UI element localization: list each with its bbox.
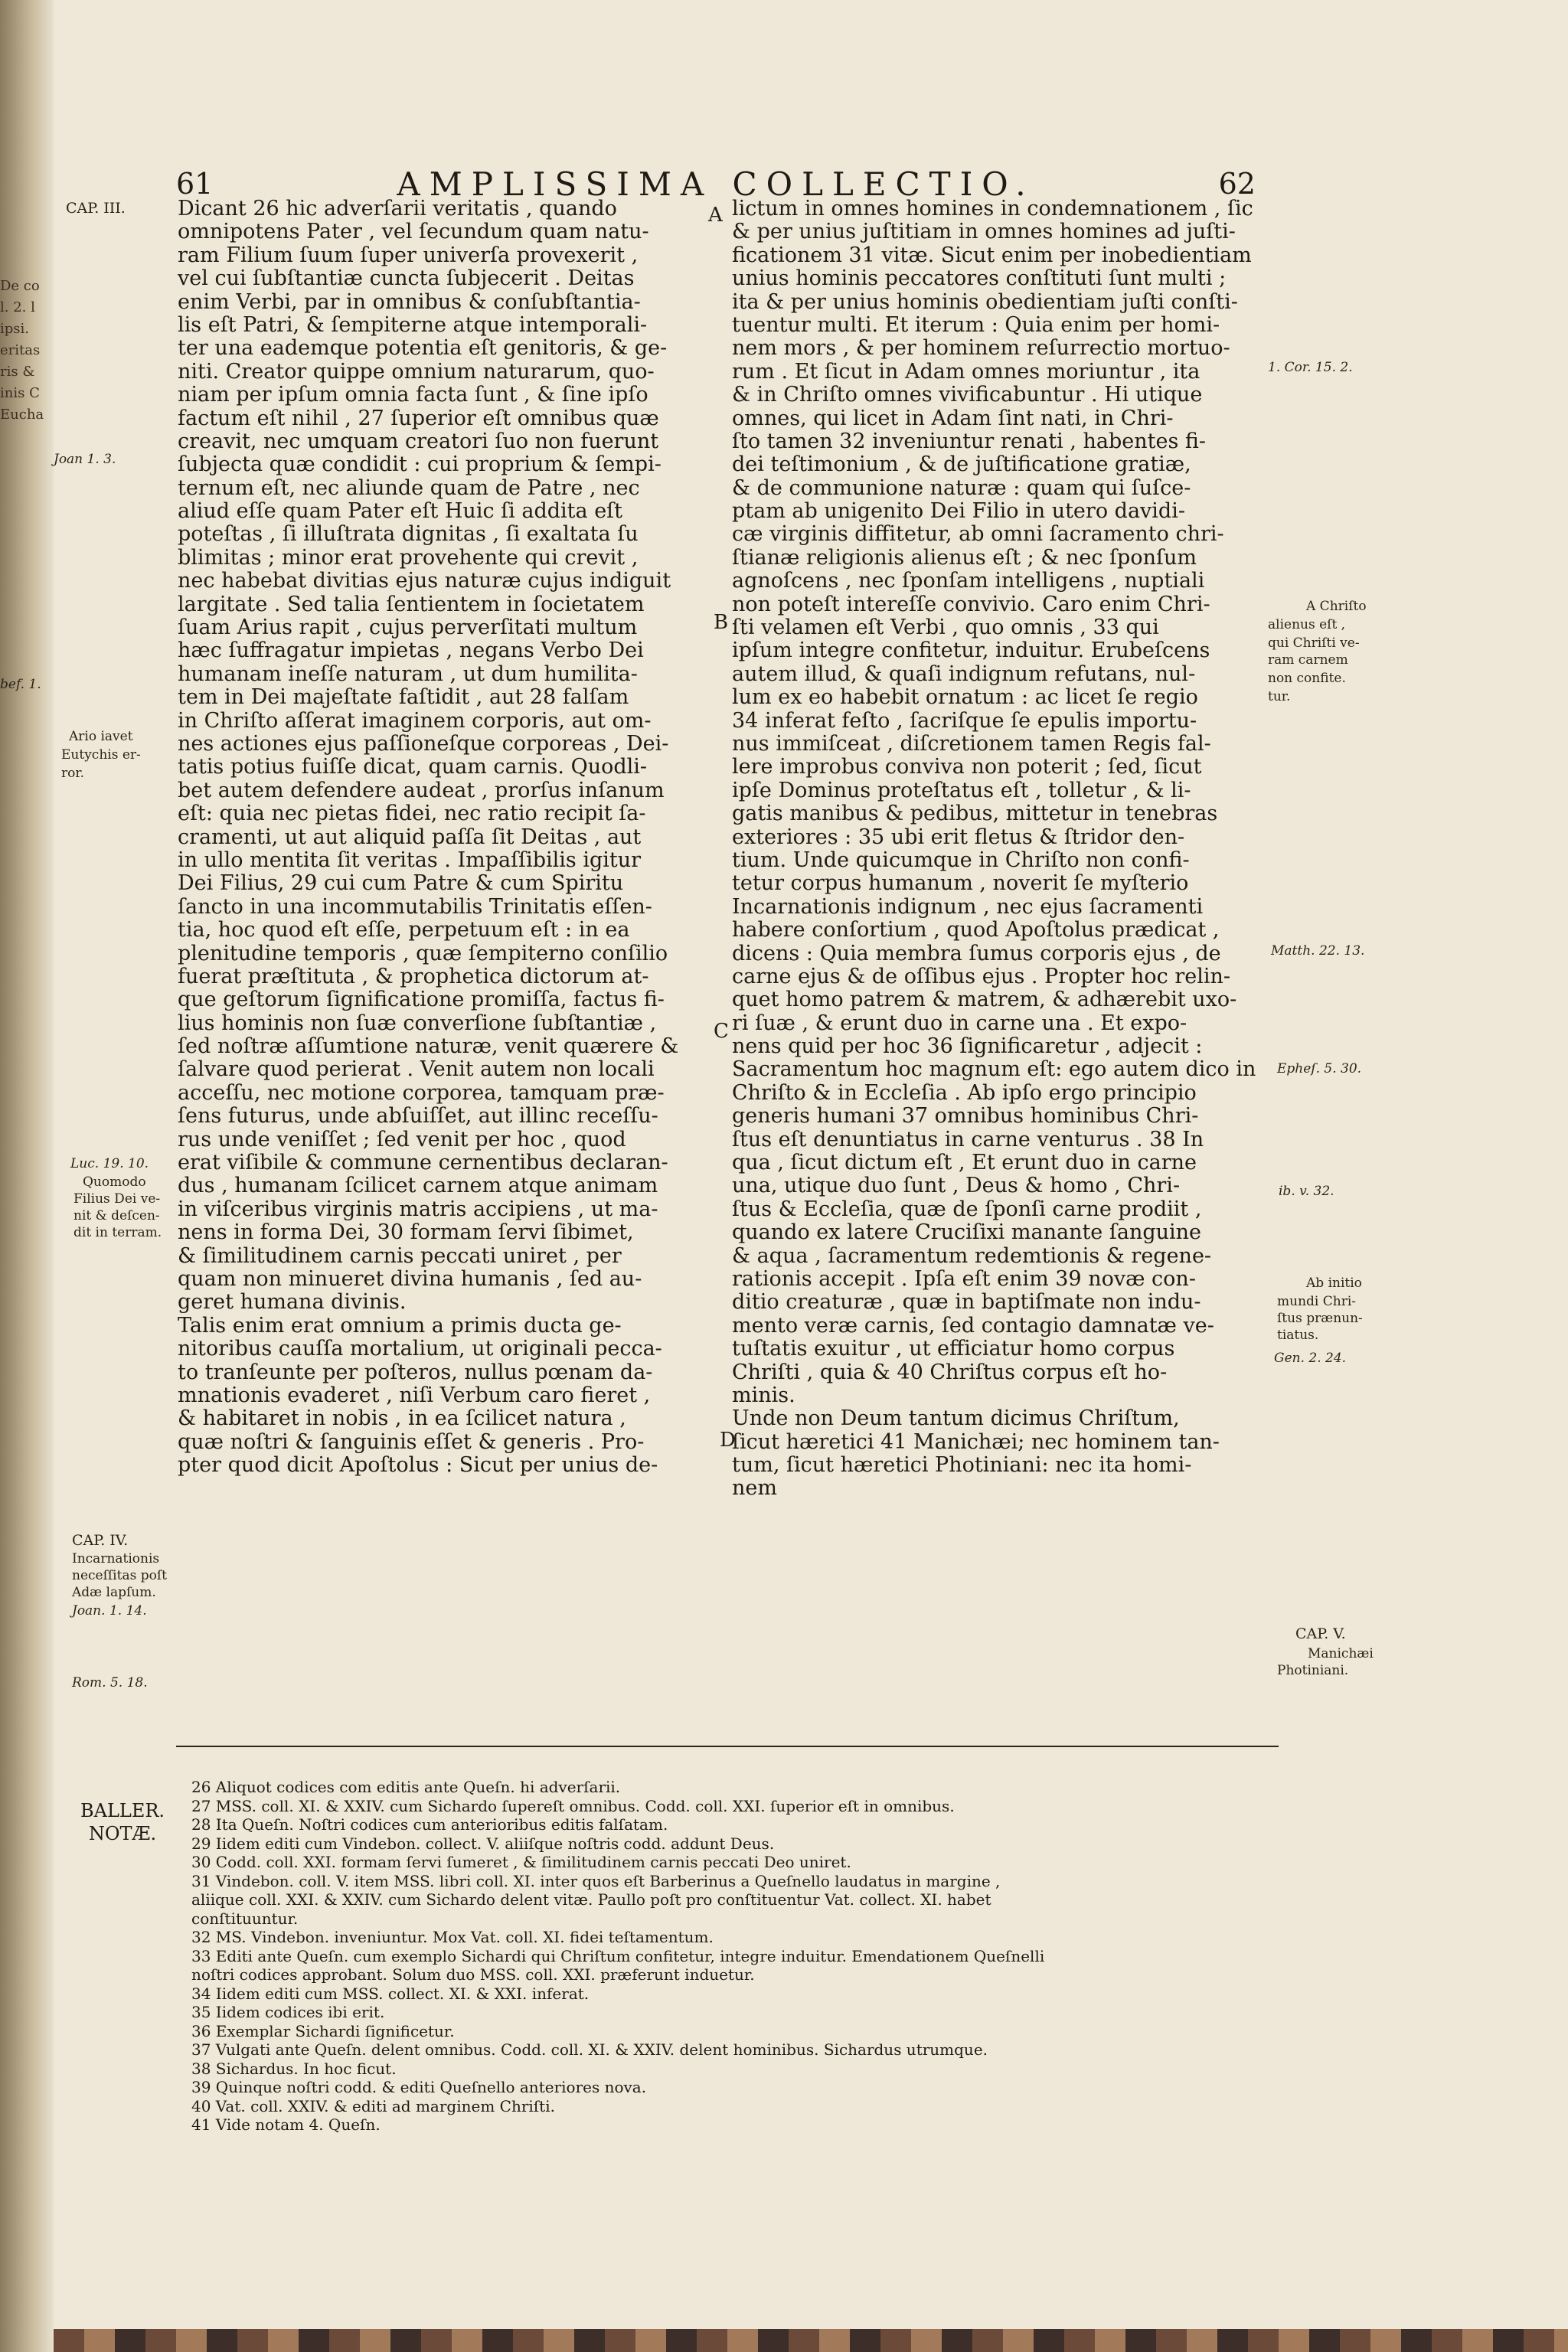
margin-tur: tur. [1268, 689, 1291, 704]
text-line: generis humani 37 omnibus hominibus Chri- [732, 1104, 1199, 1129]
footnote-line: 33 Editi ante Queſn. cum exemplo Sichardi qui Chriſtum confitetur, integre induitur. Emendationem Queſnelli [191, 1946, 1045, 1965]
text-line: Sacramentum hoc magnum eſt: ego autem dico in [732, 1057, 1256, 1082]
text-line: ſtus eſt denuntiatus in carne venturus . 38 In [732, 1127, 1204, 1152]
text-line: nec habebat divitias ejus naturæ cujus indiguit [178, 569, 671, 593]
page-number-left: 61 [176, 167, 214, 201]
text-line: ſalvare quod perierat . Venit autem non locali [178, 1057, 655, 1082]
text-line: 34 inferat feſto , ſacriſque ſe epulis importu- [732, 708, 1197, 733]
margin-adae: Adæ lapſum. [72, 1585, 156, 1600]
text-line: ter una eademque potentia eſt genitoris, & ge- [178, 336, 668, 361]
text-line: quando ex latere Cruciſixi manante ſanguine [732, 1220, 1202, 1245]
text-line: lictum in omnes homines in condemnationem , ſic [732, 198, 1253, 220]
section-letter-a: A [708, 204, 723, 227]
text-line: quet homo patrem & matrem, & adhærebit uxo- [732, 988, 1237, 1012]
margin-ario: Ario iavet [69, 729, 133, 744]
text-line: tium. Unde quicumque in Chriſto non confi- [732, 848, 1190, 872]
footnotes [191, 1778, 1279, 2135]
footnote-line: 39 Quinque noſtri codd. & editi Queſnello anteriores nova. [191, 2078, 647, 2096]
margin-ref-rom: Rom. 5. 18. [72, 1675, 148, 1690]
text-line: que geſtorum ſignificatione promiſſa, factus fi- [178, 988, 665, 1012]
text-line: tum, ſicut hæretici Photiniani: nec ita homi- [732, 1453, 1192, 1478]
text-line: ſicut hæretici 41 Manichæi; nec hominem tan- [732, 1429, 1220, 1454]
text-line: & de communione naturæ : quam qui ſuſce- [732, 475, 1191, 500]
margin-qui-christi: qui Chriſti ve- [1268, 635, 1360, 651]
margin-nit: nit & deſcen- [74, 1208, 160, 1223]
text-line: & habitaret in nobis , in ea ſcilicet natura , [178, 1406, 626, 1431]
text-line: mnationis evaderet , niſi Verbum caro fieret , [178, 1383, 651, 1407]
footnote-line: conſtituuntur. [191, 1909, 299, 1928]
footnote-line: 40 Vat. coll. XXIV. & editi ad marginem Chriſti. [191, 2096, 555, 2115]
text-line: plenitudine temporis , quæ ſempiterno conſilio [178, 941, 668, 965]
text-line: niam per ipſum omnia facta ſunt , & ſine ipſo [178, 383, 648, 407]
text-line: lere improbus conviva non poterit ; ſed, ſicut [732, 755, 1202, 779]
text-line: factum eſt nihil , 27 ſuperior eſt omnibus quæ [178, 406, 659, 430]
text-line: exteriores : 35 ubi erit fletus & ſtridor den- [732, 825, 1185, 849]
text-line: cæ virginis diffitetur, ab omni ſacramento chri- [732, 522, 1224, 547]
text-line: nus immiſceat , diſcretionem tamen Regis fal- [732, 731, 1211, 756]
text-line: nem mors , & per hominem reſurrectio mortuo- [732, 336, 1230, 361]
text-line: tia, hoc quod eſt eſſe, perpetuum eſt : in ea [178, 918, 630, 942]
notes-label [77, 1799, 168, 1845]
margin-photiniani: Photiniani. [1277, 1663, 1349, 1678]
margin-cap-5: CAP. V. [1295, 1625, 1346, 1642]
text-line: ternum eſt, nec aliunde quam de Patre , nec [178, 475, 640, 500]
text-line: Dei Filius, 29 cui cum Patre & cum Spiritu [178, 871, 624, 896]
text-line: habere conſortium , quod Apoſtolus prædicat , [732, 918, 1220, 942]
text-line: ditio creaturæ , quæ in baptiſmate non indu- [732, 1290, 1201, 1315]
margin-dit: dit in terram. [74, 1225, 162, 1240]
margin-ab-initio: Ab initio [1306, 1276, 1362, 1291]
text-line: tem in Dei majeſtate faſtidit , aut 28 falſam [178, 685, 629, 710]
margin-stus: ſtus prænun- [1277, 1311, 1363, 1326]
margin-ref-cor: 1. Cor. 15. 2. [1268, 360, 1353, 375]
margin-ref-ib: ib. v. 32. [1279, 1184, 1334, 1199]
text-line: largitate . Sed talia ſentientem in ſocietatem [178, 592, 645, 616]
running-title: AMPLISSIMA COLLECTIO. [397, 165, 1035, 203]
text-line: qua , ſicut dictum eſt , Et erunt duo in carne [732, 1151, 1197, 1175]
margin-cap-3: CAP. III. [66, 200, 126, 217]
gutter-fragment: ipsi. [0, 321, 29, 337]
footnote-line: 37 Vulgati ante Queſn. delent omnibus. Codd. coll. XI. & XXIV. delent hominibus. Sichardus utrumque. [191, 2040, 988, 2059]
text-line: tuentur multi. Et iterum : Quia enim per homi- [732, 312, 1220, 337]
text-line: Unde non Deum tantum dicimus Chriſtum, [732, 1406, 1180, 1431]
margin-ror: ror. [61, 766, 85, 781]
text-line: ſubjecta quæ condidit : cui proprium & ſempi- [178, 452, 662, 477]
margin-ref-joan-1-3: Joan 1. 3. [54, 452, 116, 467]
left-text-column [178, 198, 714, 1477]
footnote-line: 29 Iidem editi cum Vindebon. collect. V. aliiſque noſtris codd. addunt Deus. [191, 1834, 775, 1853]
text-line: to tranſeunte per poſteros, nullus pœnam da- [178, 1360, 653, 1384]
margin-manichaei: Manichæi [1308, 1646, 1374, 1661]
margin-ref-matth: Matth. 22. 13. [1271, 943, 1365, 959]
margin-ref-gen: Gen. 2. 24. [1274, 1351, 1347, 1366]
text-line: lum ex eo habebit ornatum : ac licet ſe regio [732, 685, 1198, 710]
text-line: rationis accepit . Ipſa eſt enim 39 novæ con- [732, 1266, 1196, 1291]
footnote-line: 32 MS. Vindebon. inveniuntur. Mox Vat. coll. XI. fidei teſtamentum. [191, 1928, 714, 1946]
text-line: lius hominis non ſuæ converſione ſubſtantiæ , [178, 1011, 657, 1035]
text-line: ſtianæ religionis alienus eſt ; & nec ſponſum [732, 545, 1197, 570]
margin-alienus: alienus eſt , [1268, 617, 1346, 632]
text-line: ptam ab unigenito Dei Filio in utero davidi- [732, 499, 1185, 524]
text-line: rum . Et ſicut in Adam omnes moriuntur , ita [732, 359, 1200, 384]
text-line: tuſtatis exuitur , ut efficiatur homo corpus [732, 1337, 1175, 1361]
text-line: quam non minueret divina humanis , ſed au- [178, 1266, 642, 1291]
text-line: & ſimilitudinem carnis peccati uniret , per [178, 1243, 622, 1268]
margin-mundi: mundi Chri- [1277, 1294, 1357, 1309]
section-letter-d: D [720, 1429, 736, 1452]
text-line: agnoſcens , nec ſponſam intelligens , nuptiali [732, 569, 1205, 593]
footnote-line: 30 Codd. coll. XXI. formam ſervi ſumeret , & ſimilitudinem carnis peccati Deo uniret. [191, 1853, 851, 1871]
margin-ref-ephes: Epheſ. 5. 30. [1277, 1061, 1362, 1076]
footnote-line: 27 MSS. coll. XI. & XXIV. cum Sichardo ſupereſt omnibus. Codd. coll. XXI. ſuperior eſt in omnibus. [191, 1796, 955, 1815]
text-line: nens in forma Dei, 30 formam ſervi ſibimet, [178, 1220, 634, 1245]
text-line: dei teſtimonium , & de juſtificatione gratiæ, [732, 452, 1191, 477]
text-line: ſtus & Eccleſia, quæ de ſponſi carne prodiit , [732, 1197, 1202, 1221]
margin-eutychis: Eutychis er- [61, 747, 141, 763]
text-line: geret humana divinis. [178, 1290, 407, 1315]
footnote-line: 38 Sichardus. In hoc ficut. [191, 2059, 397, 2078]
margin-necessitas: neceſſitas poſt [72, 1568, 167, 1583]
margin-tiatus: tiatus. [1277, 1328, 1319, 1343]
margin-non-confite: non confite. [1268, 671, 1346, 686]
text-line: nem [732, 1476, 777, 1501]
text-line: in viſceribus virginis matris accipiens , ut ma- [178, 1197, 658, 1221]
footnote-line: 34 Iidem editi cum MSS. collect. XI. & XXI. inferat. [191, 1984, 590, 2003]
text-line: ri ſuæ , & erunt duo in carne una . Et expo- [732, 1011, 1187, 1035]
text-line: carne ejus & de oſſibus ejus . Propter hoc relin- [732, 964, 1230, 988]
text-line: acceſſu, nec motione corporea, tamquam præ- [178, 1080, 665, 1105]
text-line: ipſe Dominus proteſtatus eſt , tolletur , & li- [732, 778, 1191, 802]
text-line: ſti velamen eſt Verbi , quo omnis , 33 qui [732, 616, 1159, 640]
text-line: vel cui ſubſtantiæ cuncta ſubjecerit . Deitas [178, 266, 635, 291]
margin-filius: Filius Dei ve- [74, 1191, 161, 1207]
gutter-fragment: l. 2. l [0, 299, 35, 315]
gutter-fragment: inis C [0, 385, 40, 401]
footnote-line: 28 Ita Queſn. Noſtri codices cum anterioribus editis falſatam. [191, 1815, 668, 1834]
text-line: Chriſto & in Eccleſia . Ab ipſo ergo principio [732, 1080, 1197, 1105]
text-line: nes actiones ejus paſſioneſque corporeas , Dei- [178, 731, 669, 756]
footnote-line: 41 Vide notam 4. Queſn. [191, 2115, 381, 2134]
text-line: hæc ſuffragatur impietas , negans Verbo Dei [178, 639, 644, 663]
text-line: dus , humanam ſcilicet carnem atque animam [178, 1174, 658, 1198]
margin-ref-bef: bef. 1. [0, 677, 41, 692]
margin-a-christo: A Chriſto [1306, 599, 1367, 614]
text-line: lis eſt Patri, & ſempiterne atque intemporali- [178, 312, 648, 337]
text-line: ram Filium ſuum ſuper univerſa provexerit , [178, 243, 639, 267]
text-line: ficationem 31 vitæ. Sicut enim per inobedientiam [732, 243, 1252, 267]
text-line: enim Verbi, par in omnibus & conſubſtantia- [178, 289, 641, 314]
footnote-line: aliique coll. XXI. & XXIV. cum Sichardo delent vitæ. Paullo poſt pro conſtituentur Vat. collect. XI. habet [191, 1890, 991, 1909]
margin-quomodo: Quomodo [83, 1174, 146, 1190]
text-line: Dicant 26 hic adverſarii veritatis , quando [178, 198, 617, 220]
text-line: unius hominis peccatores conſtituti ſunt multi ; [732, 266, 1227, 291]
text-line: tetur corpus humanum , noverit ſe myſterio [732, 871, 1189, 896]
page-bottom-edge [54, 2329, 1568, 2352]
text-line: dicens : Quia membra ſumus corporis ejus , de [732, 941, 1221, 965]
text-line: in ullo mentita ſit veritas . Impaſſibilis igitur [178, 848, 642, 872]
text-line: tatis potius fuiſſe dicat, quam carnis. Quodli- [178, 755, 648, 779]
right-text-column [732, 198, 1268, 1501]
page-number-right: 62 [1218, 167, 1256, 201]
text-line: nitoribus cauſſa mortalium, ut originali pecca- [178, 1337, 662, 1361]
gutter-text-fragments [0, 276, 54, 426]
section-letter-b: B [714, 611, 729, 634]
text-line: Incarnationis indignum , nec ejus ſacramenti [732, 894, 1204, 919]
gutter-fragment: Eucha [0, 407, 44, 423]
text-line: poteſtas , ſi illuſtrata dignitas , ſi exaltata ſu [178, 522, 639, 547]
text-line: ſed noſtræ aſſumtione naturæ, venit quærere & [178, 1034, 679, 1059]
footnote-line: noſtri codices approbant. Solum duo MSS. coll. XXI. præferunt induetur. [191, 1965, 755, 1984]
text-line: omnipotens Pater , vel ſecundum quam natu- [178, 220, 649, 244]
notes-label-line: BALLER. [80, 1800, 165, 1821]
gutter-fragment: eritas [0, 342, 41, 358]
gutter-fragment: ris & [0, 364, 35, 380]
footnote-line: 36 Exemplar Sichardi ſignificetur. [191, 2021, 455, 2040]
text-line: & in Chriſto omnes vivificabuntur . Hi utique [732, 383, 1203, 407]
section-letter-c: C [714, 1020, 729, 1043]
text-line: ſuam Arius rapit , cujus perverſitati multum [178, 616, 638, 640]
text-line: humanam ineſſe naturam , ut dum humilita- [178, 662, 638, 686]
text-line: pter quod dicit Apoſtolus : Sicut per unius de- [178, 1453, 658, 1478]
text-line: Talis enim erat omnium a primis ducta ge- [178, 1313, 622, 1338]
text-line: ipſum integre confitetur, induitur. Erubeſcens [732, 639, 1210, 663]
text-line: blimitas ; minor erat provehente qui crevit , [178, 545, 639, 570]
text-line: erat viſibile & commune cernentibus declaran- [178, 1151, 668, 1175]
text-line: una, utique duo ſunt , Deus & homo , Chri- [732, 1174, 1181, 1198]
text-line: rus unde veniſſet ; ſed venit per hoc , quod [178, 1127, 626, 1152]
text-line: cramenti, ut aut aliquid paſſa ſit Deitas , aut [178, 825, 642, 849]
text-line: minis. [732, 1383, 795, 1407]
margin-cap-4: CAP. IV. [72, 1532, 129, 1549]
footnote-line: 31 Vindebon. coll. V. item MSS. libri coll. XI. inter quos eſt Barberinus a Queſnello laudatus in margine , [191, 1871, 1001, 1890]
notes-label-line: NOTÆ. [88, 1823, 157, 1844]
text-line: niti. Creator quippe omnium naturarum, quo- [178, 359, 655, 384]
text-line: autem illud, & quaſi indignum refutans, nul- [732, 662, 1196, 686]
text-line: eſt: quia nec pietas fidei, nec ratio recipit ſa- [178, 802, 646, 826]
text-line: Chriſti , quia & 40 Chriſtus corpus eſt ho- [732, 1360, 1168, 1384]
text-line: non poteſt intereſſe convivio. Caro enim Chri- [732, 592, 1210, 616]
margin-incarnationis: Incarnationis [72, 1551, 160, 1566]
text-line: in Chriſto aſſerat imaginem corporis, aut om- [178, 708, 652, 733]
text-line: fuerat præſtituta , & prophetica dictorum at- [178, 964, 649, 988]
text-line: nens quid per hoc 36 ſignificaretur , adjecit : [732, 1034, 1203, 1059]
text-line: ita & per unius hominis obedientiam juſti conſti- [732, 289, 1238, 314]
text-line: omnes, qui licet in Adam ſint nati, in Chri- [732, 406, 1174, 430]
margin-ref-joan-1-14: Joan. 1. 14. [72, 1603, 147, 1619]
footnote-line: 35 Iidem codices ibi erit. [191, 2003, 385, 2021]
text-line: ſto tamen 32 inveniuntur renati , habentes fi- [732, 429, 1207, 453]
text-line: creavit, nec umquam creatori ſuo non fuerunt [178, 429, 659, 453]
text-line: quæ noſtri & ſanguinis eſſet & generis . Pro- [178, 1429, 645, 1454]
margin-ram-carnem: ram carnem [1268, 652, 1348, 668]
margin-ref-luc: Luc. 19. 10. [70, 1156, 149, 1171]
footnote-divider [176, 1746, 1279, 1747]
gutter-fragment: De co [0, 278, 40, 294]
text-line: ſancto in una incommutabilis Trinitatis eſſen- [178, 894, 652, 919]
text-line: & per unius juſtitiam in omnes homines ad juſti- [732, 220, 1236, 244]
text-line: mento veræ carnis, ſed contagio damnatæ ve- [732, 1313, 1214, 1338]
text-line: ſens futurus, unde abſuiſſet, aut illinc receſſu- [178, 1104, 658, 1129]
text-line: & aqua , ſacramentum redemtionis & regene- [732, 1243, 1212, 1268]
book-gutter [0, 0, 54, 2352]
text-line: bet autem defendere audeat , prorſus inſanum [178, 778, 665, 802]
text-line: aliud eſſe quam Pater eſt Huic ſi addita eſt [178, 499, 623, 524]
text-line: gatis manibus & pedibus, mittetur in tenebras [732, 802, 1218, 826]
footnote-line: 26 Aliquot codices com editis ante Queſn. hi adverſarii. [191, 1778, 621, 1796]
